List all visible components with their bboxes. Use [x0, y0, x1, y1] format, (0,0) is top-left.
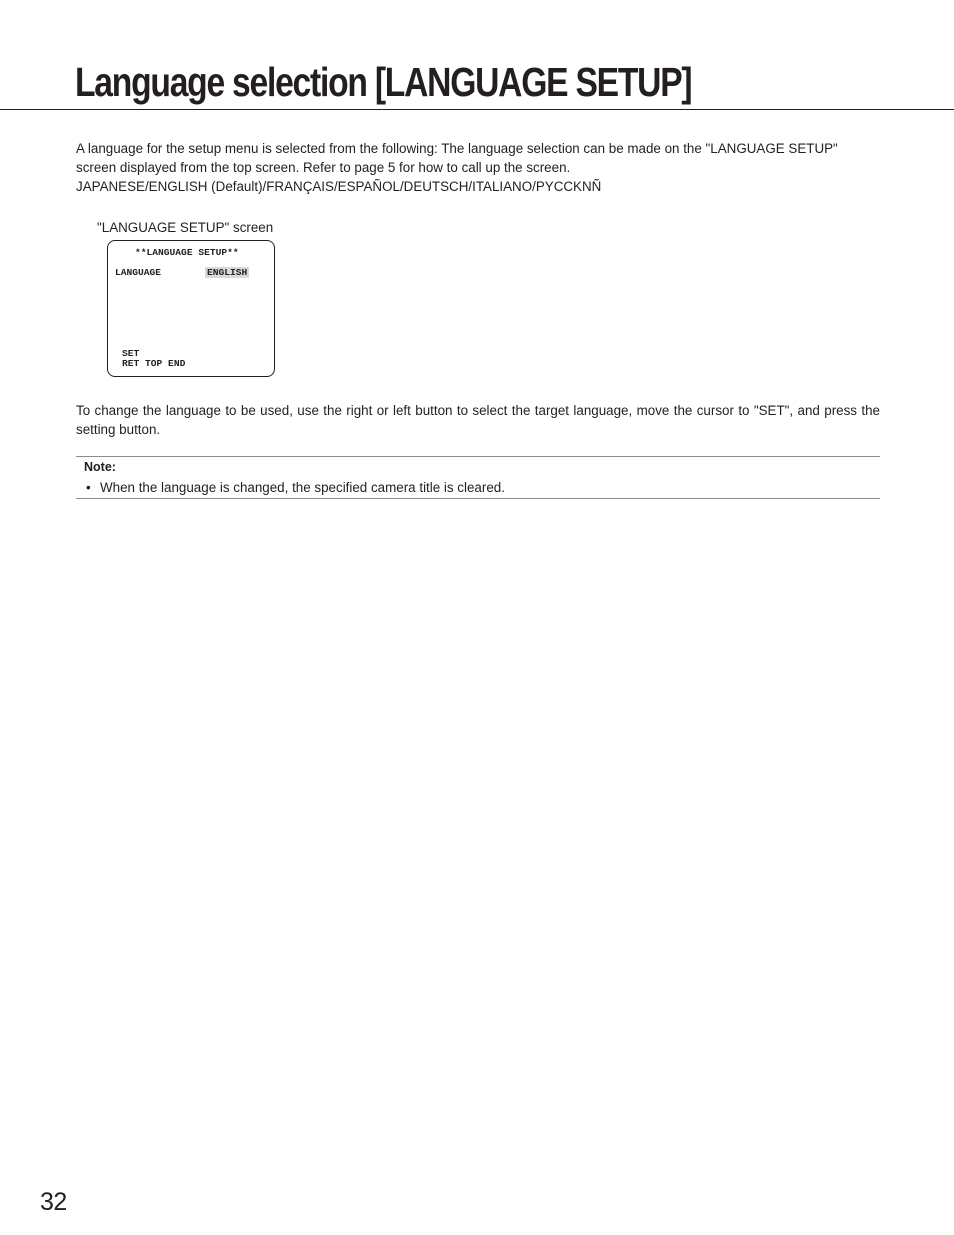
title-rule	[0, 109, 954, 110]
osd-set-item: SET	[122, 348, 140, 359]
osd-language-label: LANGUAGE	[115, 267, 162, 278]
note-item	[86, 478, 505, 497]
note-item-text: When the language is changed, the specified camera title is cleared.	[100, 480, 505, 495]
osd-nav-items: RET TOP END	[122, 358, 186, 369]
screen-caption: "LANGUAGE SETUP" screen	[97, 220, 274, 235]
bullet-icon: •	[86, 480, 91, 495]
osd-screen-title: **LANGUAGE SETUP**	[135, 247, 239, 258]
intro-line-1: A language for the setup menu is selected from the following: The language selection can be made on the "LANGUAGE SETUP"	[76, 141, 838, 156]
page-title: Language selection [LANGUAGE SETUP]	[75, 59, 692, 105]
language-setup-screen	[107, 240, 275, 377]
note-box	[76, 456, 880, 499]
page-number: 32	[40, 1188, 67, 1216]
intro-language-list: JAPANESE/ENGLISH (Default)/FRANÇAIS/ESPAÑOL/DEUTSCH/ITALIANO/PYCCKNÑ	[76, 179, 602, 194]
intro-paragraph	[76, 139, 882, 196]
intro-line-2: screen displayed from the top screen. Refer to page 5 for how to call up the screen.	[76, 160, 571, 175]
osd-language-value: ENGLISH	[207, 267, 248, 278]
instruction-paragraph: To change the language to be used, use the right or left button to select the target language, move the cursor to "SET", and press the setting button.	[76, 403, 880, 437]
note-heading: Note:	[84, 460, 116, 474]
